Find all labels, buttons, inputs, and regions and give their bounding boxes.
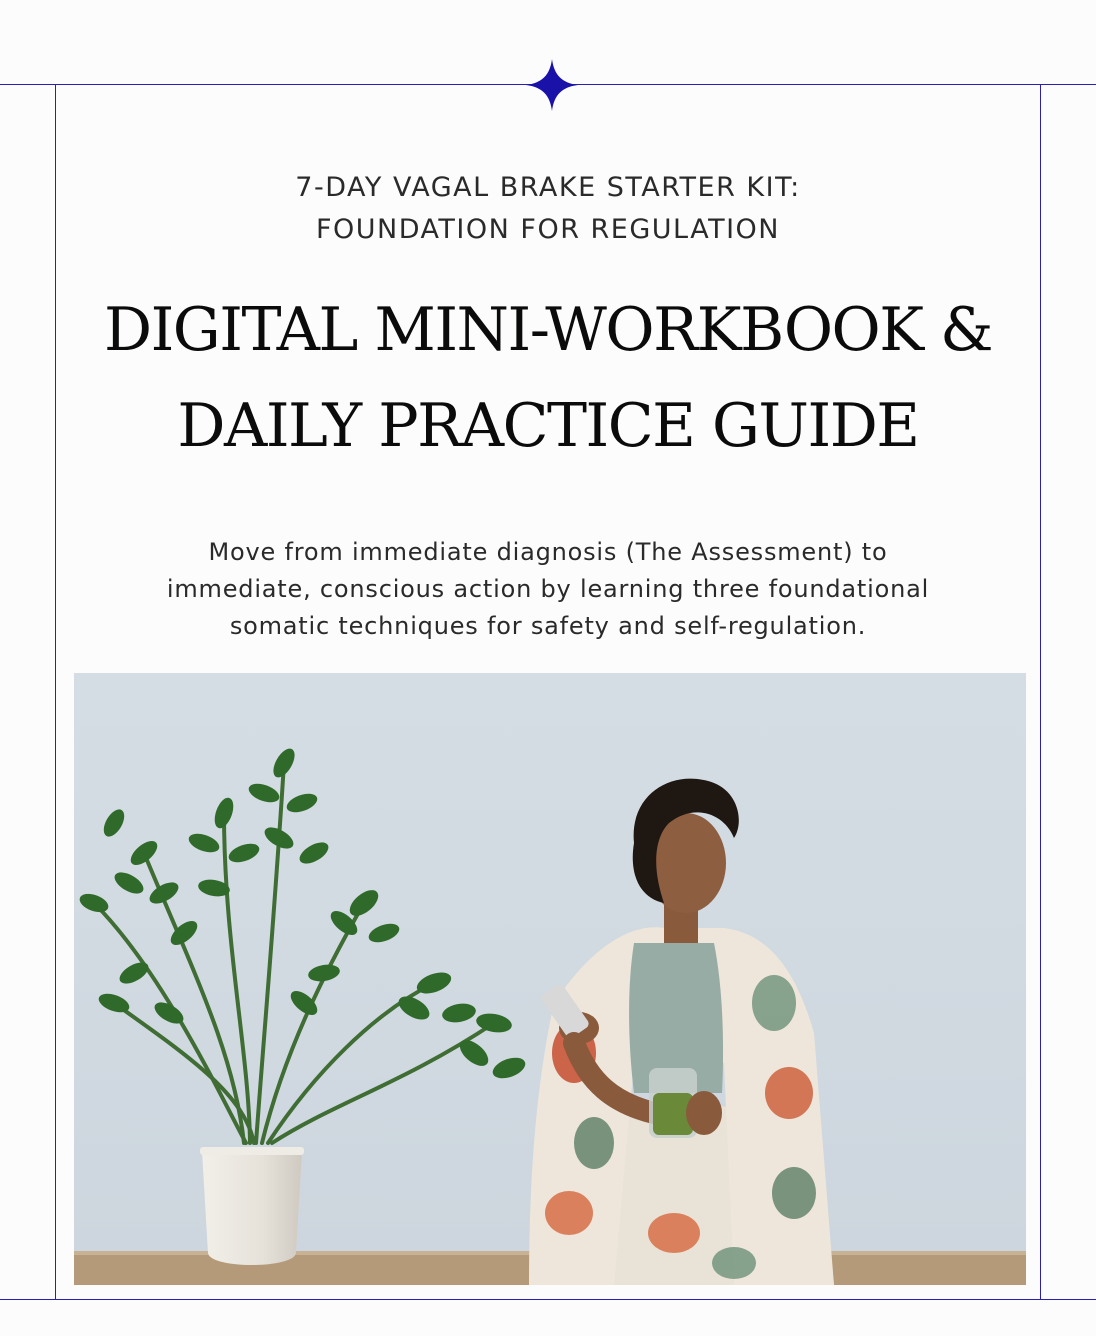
- cover-photo: [74, 673, 1026, 1285]
- description-line-3: somatic techniques for safety and self-regulation.: [229, 612, 867, 640]
- description-line-1: Move from immediate diagnosis (The Assessment) to: [208, 538, 888, 566]
- right-border-line: [1040, 84, 1041, 1300]
- four-point-star-icon: [526, 59, 578, 111]
- description-line-2: immediate, conscious action by learning three foundational: [166, 575, 930, 603]
- kicker-line-2: FOUNDATION FOR REGULATION: [316, 214, 780, 245]
- kicker-line-1: 7-DAY VAGAL BRAKE STARTER KIT:: [295, 172, 801, 203]
- bottom-border-line: [0, 1299, 1096, 1300]
- headline-line-1: DIGITAL MINI-WORKBOOK &: [104, 295, 992, 365]
- headline-line-2: DAILY PRACTICE GUIDE: [177, 391, 919, 461]
- left-border-line: [55, 84, 56, 1300]
